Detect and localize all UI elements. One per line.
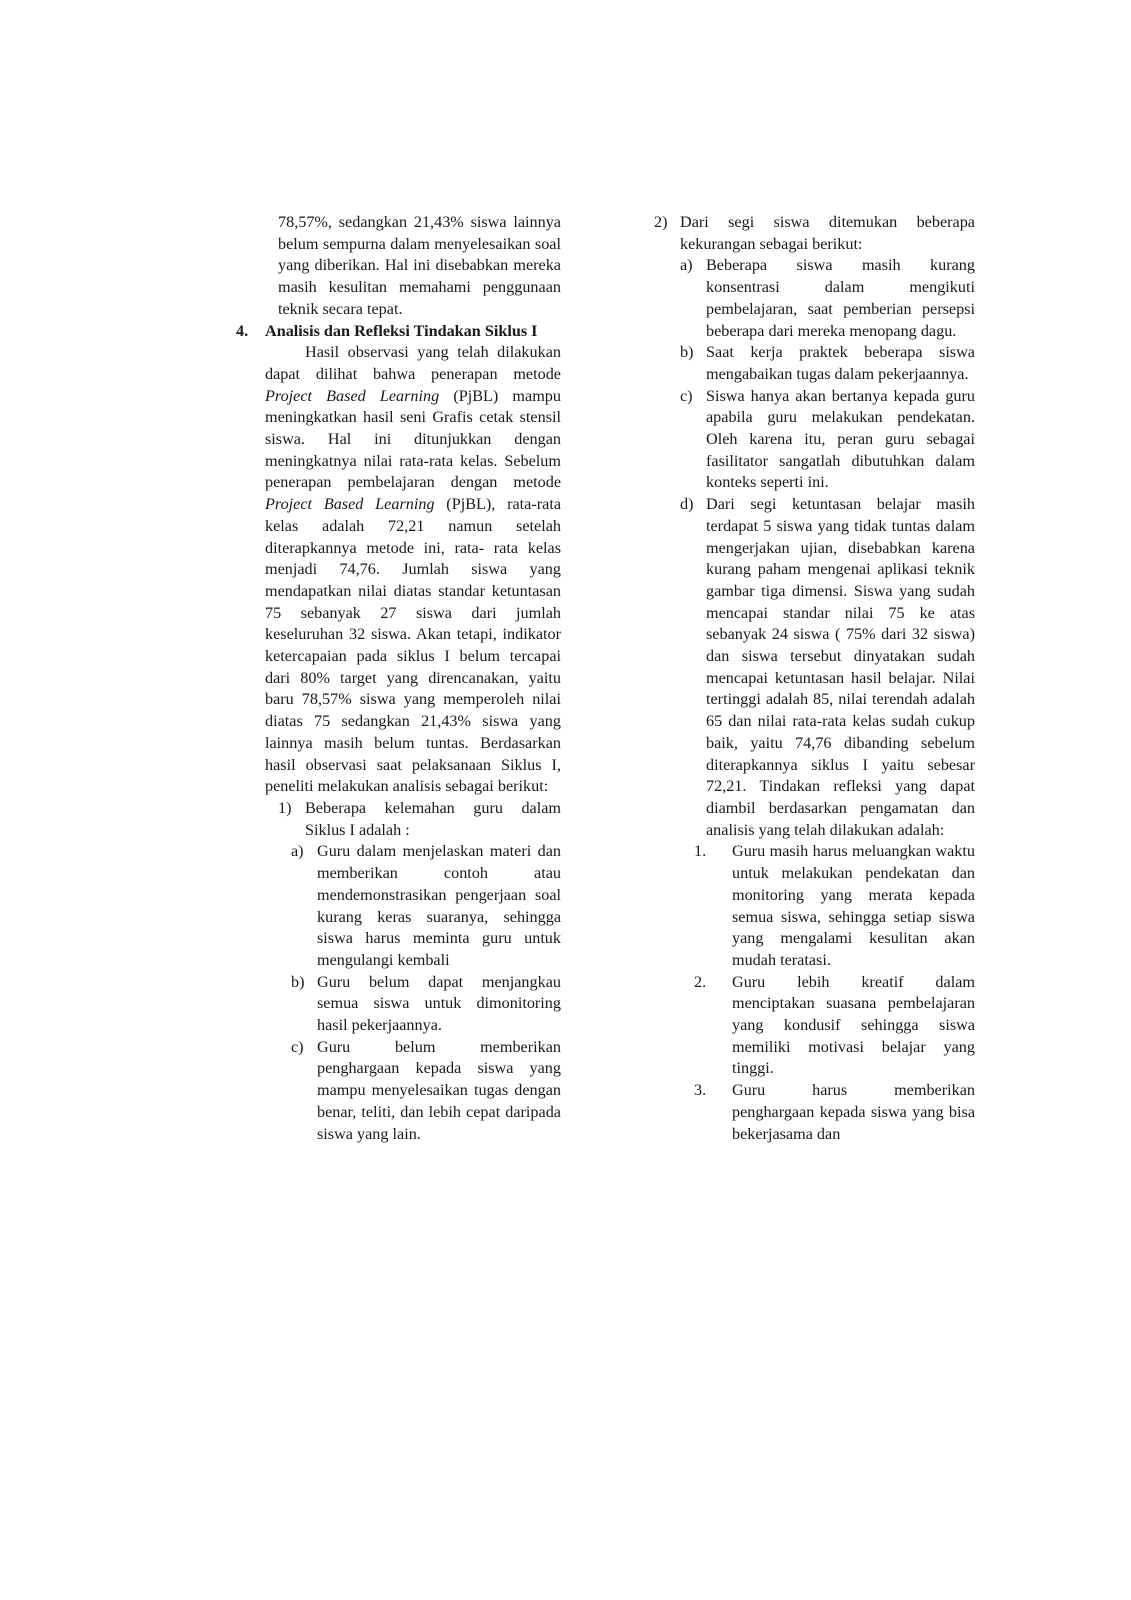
list-marker: b) [680,343,694,362]
section-paragraph: Hasil observasi yang telah dilakukan dapat dilihat bahwa penerapan metode Project Based Learning (PjBL) mampu meningkatkan hasil seni Grafis cetak stensil siswa. Hal ini ditunjukkan dengan meningkatnya nilai rata-rata kelas. Sebelum penerapan pembelajaran dengan metode Project Based Learning (PjBL), rata-rata kelas adalah 72,21 namun setelah diterapkannya metode ini, rata- rata kelas menjadi 74,76. Jumlah siswa yang mendapatkan nilai diatas standar ketuntasan 75 sebanyak 27 siswa dari jumlah keseluruhan 32 siswa. Akan tetapi, indikator ketercapaian pada siklus I belum tercapai dari 80% target yang direncanakan, yaitu baru 78,57% siswa yang memperoleh nilai diatas 75 sedangkan 21,43% siswa yang lainnya masih belum tuntas. Berdasarkan hasil observasi saat pelaksanaan Siklus I, peneliti melakukan analisis sebagai berikut: [265,343,562,796]
list-marker: a) [680,256,693,275]
list-text: Guru dalam menjelaskan materi dan memberikan contoh atau mendemonstrasikan pengerjaan soal kurang keras suaranya, sehingga siswa harus meminta guru untuk mengulangi kembali [317,842,561,969]
section-title: Analisis dan Refleksi Tindakan Siklus I [265,321,538,340]
list-item [278,798,561,841]
list-text: Guru belum memberikan penghargaan kepada siswa yang mampu menyelesaikan tugas dengan benar, teliti, dan lebih cepat daripada siswa yang lain. [317,1037,561,1143]
intro-paragraph: 78,57%, sedangkan 21,43% siswa lainnya belum sempurna dalam menyelesaikan soal yang diberikan. Hal ini disebabkan mereka masih kesulitan memahami penggunaan teknik secara tepat. [278,213,561,318]
list-marker: 2. [694,972,707,991]
list-item [654,212,975,255]
reflection-item [694,841,975,971]
list-item [680,494,975,841]
list-item [680,386,975,495]
list-marker: 1) [278,798,292,817]
list-marker: c) [291,1037,304,1056]
list-marker: 1. [694,842,707,861]
list-text: Beberapa siswa masih kurang konsentrasi dalam mengikuti pembelajaran, saat pemberian persepsi beberapa dari mereka menopang dagu. [706,256,975,340]
reflection-item [694,1080,975,1145]
list-text: Dari segi siswa ditemukan beberapa kekurangan sebagai berikut: [680,213,975,253]
section-number: 4. [236,321,249,340]
list-marker: a) [291,842,304,861]
list-item [291,972,561,1037]
list-text: Siswa hanya akan bertanya kepada guru apabila guru melakukan pendekatan. Oleh karena itu, peran guru sebagai fasilitator sangatlah dibutuhkan dalam konteks seperti ini. [706,386,975,492]
section-heading [236,321,561,343]
list-marker: 3. [694,1081,707,1100]
list-text: Guru lebih kreatif dalam menciptakan suasana pembelajaran yang kondusif sehingga siswa memiliki motivasi belajar yang tinggi. [732,972,975,1078]
list-item [680,255,975,342]
left-column [236,212,561,1145]
list-marker: 2) [654,213,668,231]
reflection-item [694,972,975,1081]
list-item [680,342,975,385]
list-text: Guru masih harus meluangkan waktu untuk melakukan pendekatan dan monitoring yang merata kepada semua siswa, sehingga setiap siswa yang mengalami kesulitan akan mudah teratasi. [732,842,975,969]
list-text: Beberapa kelemahan guru dalam Siklus I adalah : [305,798,561,839]
list-item [291,1037,561,1146]
right-column [654,212,975,1145]
list-text: Saat kerja praktek beberapa siswa mengabaikan tugas dalam pekerjaannya. [706,343,975,383]
list-text: Guru harus memberikan penghargaan kepada siswa yang bisa bekerjasama dan [732,1081,975,1143]
list-marker: c) [680,386,693,405]
list-text: Dari segi ketuntasan belajar masih terdapat 5 siswa yang tidak tuntas dalam mengerjakan ujian, disebabkan karena kurang paham mengenai aplikasi teknik gambar tiga dimensi. Siswa yang sudah mencapai standar nilai 75 ke atas sebanyak 24 siswa ( 75% dari 32 siswa) dan siswa tersebut dinyatakan sudah mencapai ketuntasan hasil belajar. Nilai tertinggi adalah 85, nilai terendah adalah 65 dan nilai rata-rata kelas sudah cukup baik, yaitu 74,76 dibanding sebelum diterapkannya siklus I yaitu sebesar 72,21. Tindakan refleksi yang dapat diambil berdasarkan pengamatan dan analisis yang telah dilakukan adalah: [706,495,975,839]
list-item [291,841,561,971]
list-text: Guru belum dapat menjangkau semua siswa untuk dimonitoring hasil pekerjaannya. [317,972,561,1035]
list-marker: b) [291,972,305,991]
list-marker: d) [680,495,694,514]
